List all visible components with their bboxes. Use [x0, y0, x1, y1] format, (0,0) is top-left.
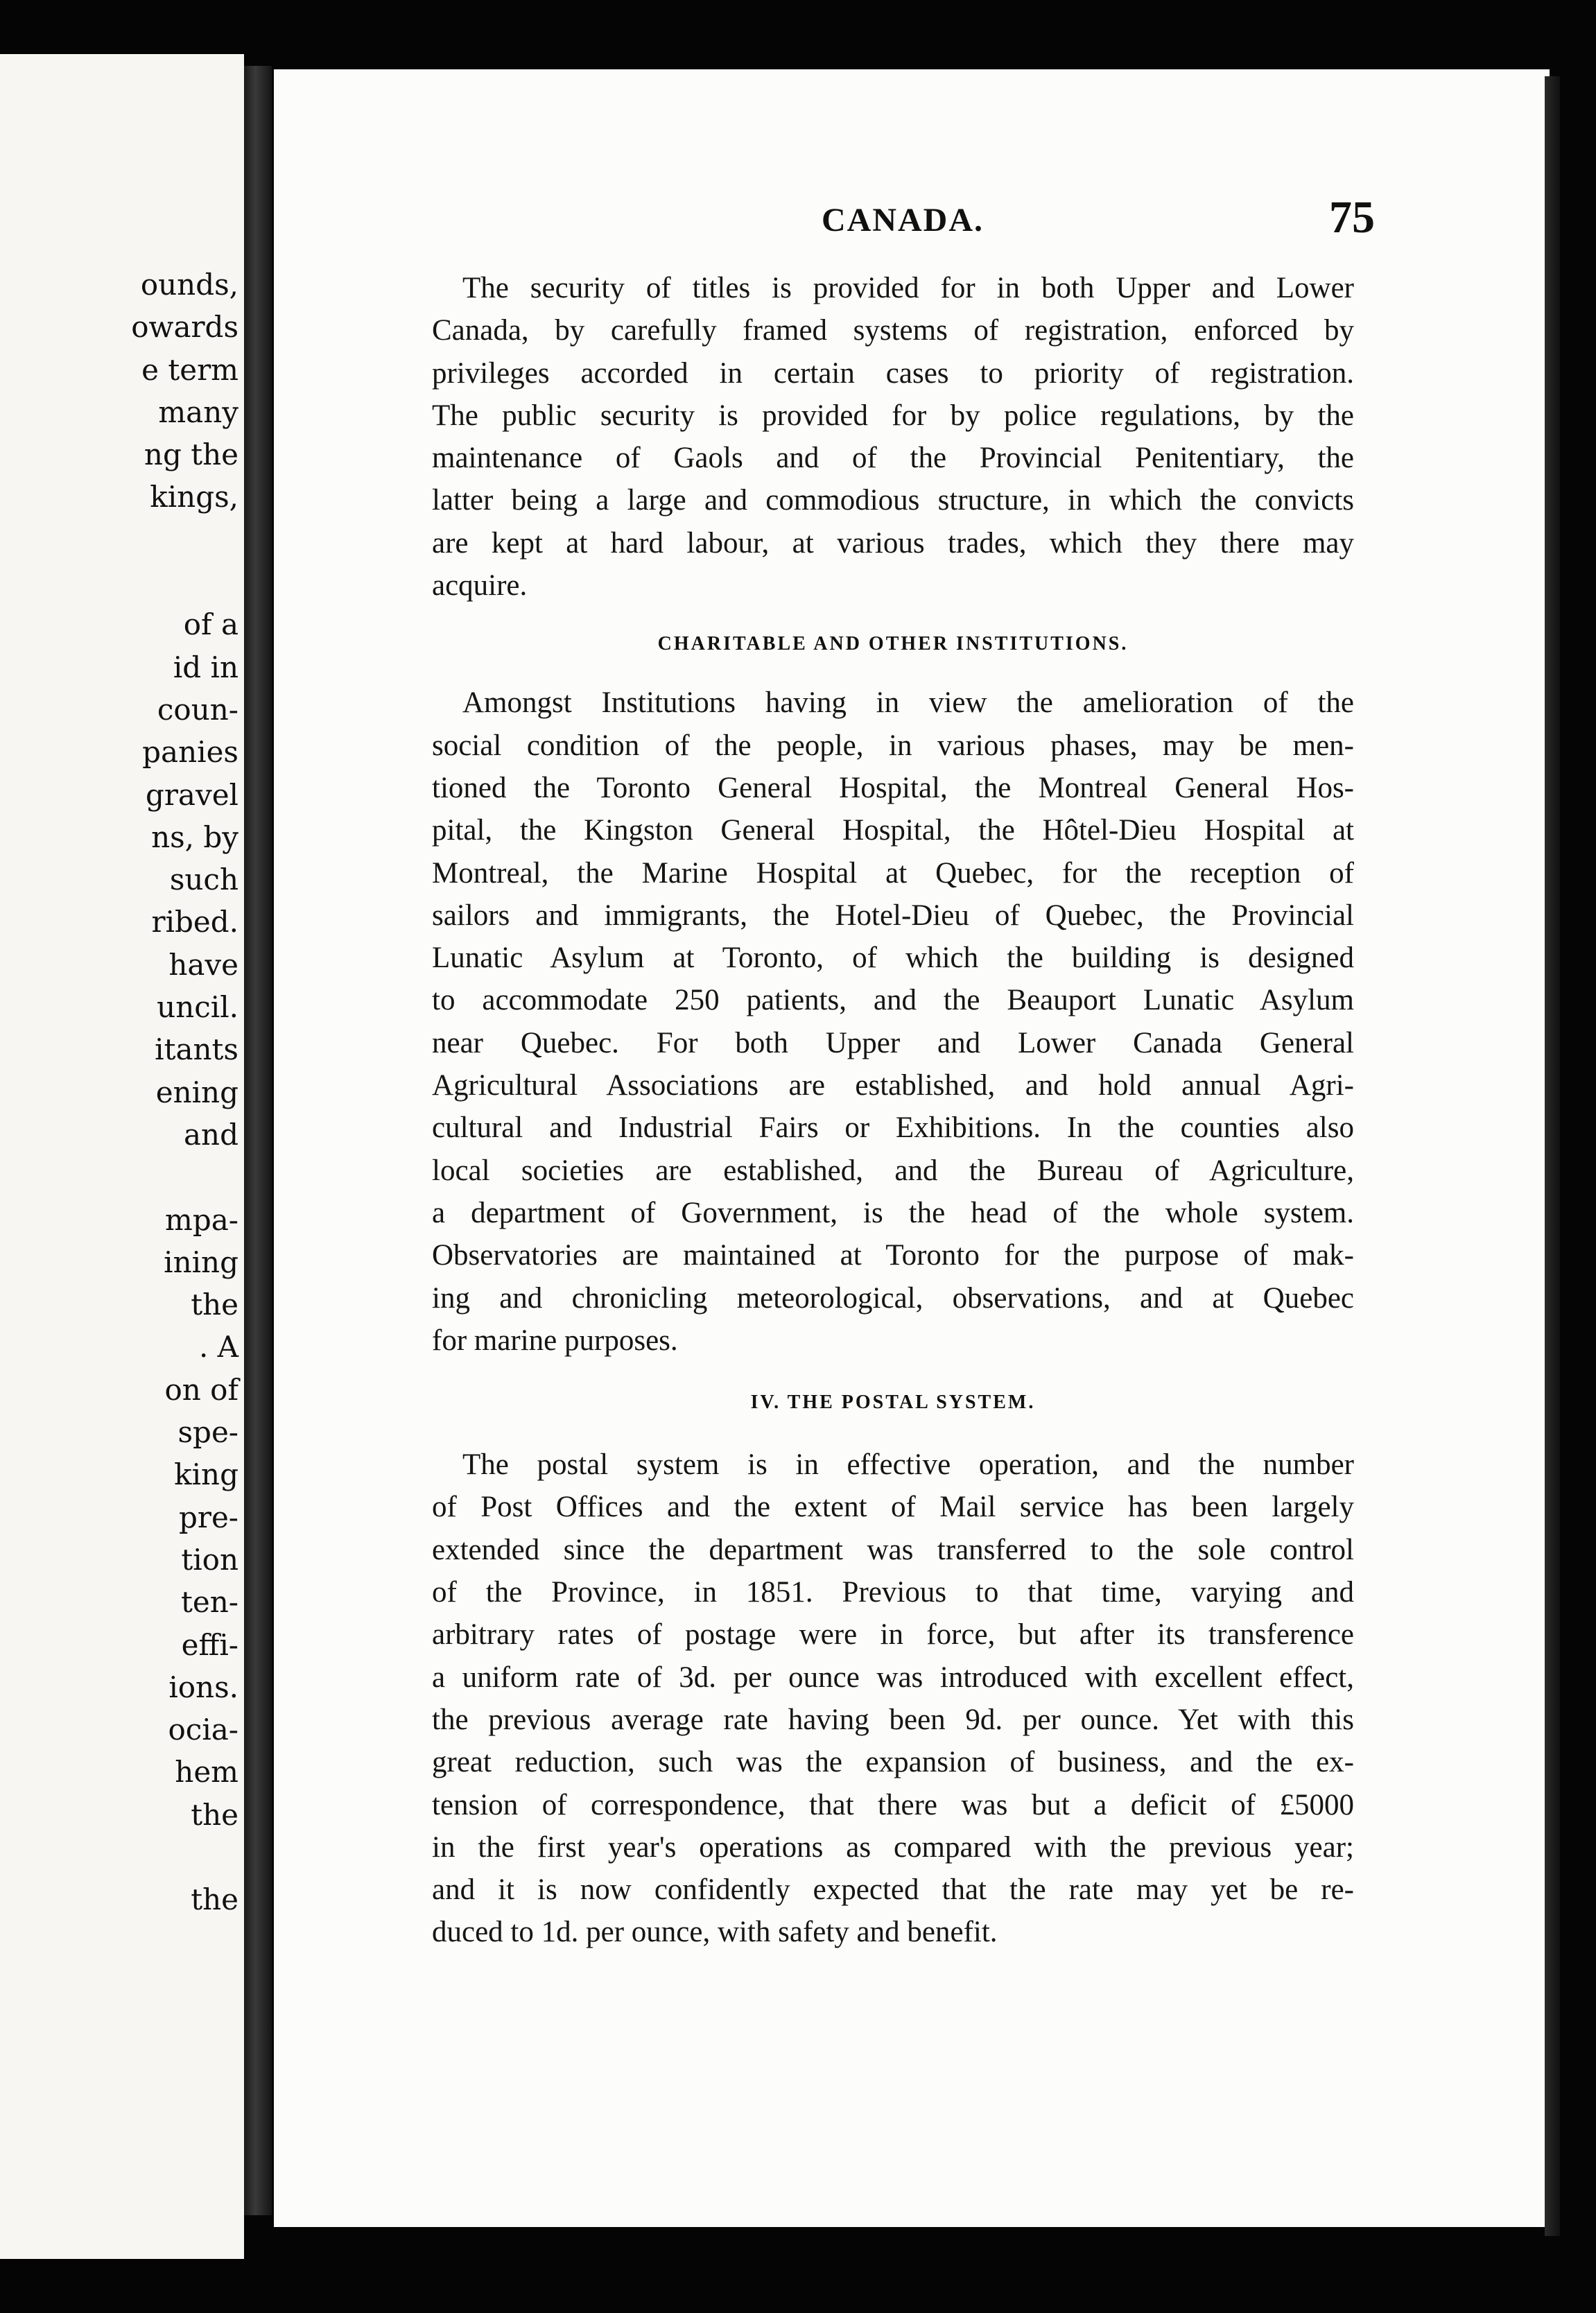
- left-page-line-fragment: ng the: [144, 438, 238, 472]
- left-page-line-fragment: many: [158, 395, 238, 429]
- left-page-line-fragment: king: [174, 1457, 238, 1492]
- running-head: [274, 194, 1550, 257]
- left-page-line-fragment: [131, 561, 238, 603]
- left-page-line-fragment: e term: [141, 352, 238, 387]
- text-line: The security of titles is provided for in both Upper and Lower: [462, 272, 1354, 304]
- text-line: ing and chronicling meteorological, observations, and at Quebec: [432, 1281, 1354, 1315]
- left-page-line-fragment: ining: [164, 1245, 238, 1279]
- left-page-line-fragment: such: [169, 863, 238, 897]
- running-title: CANADA.: [822, 202, 984, 239]
- left-page-line-fragment: . A: [198, 1330, 238, 1365]
- left-page-line-fragment: spe-: [177, 1415, 238, 1450]
- text-line: the previous average rate having been 9d. per ounce. Yet with this: [432, 1703, 1354, 1736]
- left-page-line-fragment: ions.: [168, 1670, 238, 1704]
- text-line: local societies are established, and the Bureau of Agriculture,: [432, 1154, 1354, 1187]
- text-line: are kept at hard labour, at various trades, which they there may: [432, 526, 1354, 560]
- text-line: Agricultural Associations are established, and hold annual Agri-: [432, 1069, 1354, 1102]
- left-page-line-fragment: itants: [155, 1032, 238, 1067]
- text-line: to accommodate 250 patients, and the Beauport Lunatic Asylum: [432, 984, 1354, 1017]
- left-page-line-fragment: have: [168, 947, 238, 982]
- right-page-edge: [1545, 76, 1560, 2236]
- text-line: privileges accorded in certain cases to priority of registration.: [432, 356, 1354, 390]
- heading-postal-system: IV. THE POSTAL SYSTEM.: [750, 1392, 1036, 1414]
- left-page-line-fragment: [131, 1156, 238, 1198]
- text-line: near Quebec. For both Upper and Lower Canada General: [432, 1026, 1354, 1059]
- text-line: tension of correspondence, that there was but a deficit of £5000: [432, 1788, 1354, 1821]
- left-page-line-fragment: tion: [181, 1542, 238, 1577]
- text-line: latter being a large and commodious structure, in which the convicts: [432, 484, 1354, 517]
- left-page-line-fragment: mpa-: [165, 1202, 238, 1237]
- text-line: great reduction, such was the expansion of business, and the ex-: [432, 1746, 1354, 1779]
- left-page-line-fragment: the: [191, 1882, 238, 1917]
- heading-charitable-institutions: CHARITABLE AND OTHER INSTITUTIONS.: [657, 633, 1129, 655]
- left-page-line-fragment: the: [191, 1288, 238, 1322]
- left-page-line-fragment: id in: [173, 650, 238, 684]
- left-page-line-fragment: uncil.: [157, 990, 238, 1025]
- left-page-line-fragment: pre-: [178, 1500, 238, 1534]
- text-line: extended since the department was transferred to the sole control: [432, 1533, 1354, 1566]
- text-line: of Post Offices and the extent of Mail service has been largely: [432, 1491, 1354, 1524]
- text-line: duced to 1d. per ounce, with safety and benefit.: [432, 1916, 998, 1949]
- left-page-text-fragments: [131, 263, 238, 1921]
- paragraph-security-of-titles: [432, 267, 1354, 607]
- text-line: and it is now confidently expected that the rate may yet be re-: [432, 1873, 1354, 1907]
- left-page-line-fragment: gravel: [145, 777, 238, 812]
- left-page-line-fragment: on of: [164, 1372, 238, 1407]
- left-page-line-fragment: ten-: [181, 1585, 238, 1620]
- left-page-line-fragment: the: [191, 1797, 238, 1832]
- text-line: acquire.: [432, 569, 528, 603]
- left-page-line-fragment: of a: [183, 607, 238, 642]
- text-line: of the Province, in 1851. Previous to that time, varying and: [432, 1576, 1354, 1609]
- text-line: sailors and immigrants, the Hotel-Dieu of Quebec, the Provincial: [432, 899, 1354, 932]
- left-page-line-fragment: ening: [155, 1075, 238, 1109]
- left-page-line-fragment: ns, by: [151, 820, 238, 854]
- text-line: a uniform rate of 3d. per ounce was introduced with excellent effect,: [432, 1661, 1354, 1694]
- left-page-line-fragment: hem: [175, 1755, 238, 1790]
- text-column: [432, 267, 1354, 1954]
- left-page-line-fragment: [131, 1836, 238, 1878]
- text-line: Montreal, the Marine Hospital at Quebec, for the reception of: [432, 856, 1354, 890]
- left-page-line-fragment: panies: [142, 735, 238, 770]
- left-page-line-fragment: ounds,: [140, 268, 238, 302]
- text-line: a department of Government, is the head of the whole system.: [432, 1196, 1354, 1229]
- text-line: Canada, by carefully framed systems of registration, enforced by: [432, 314, 1354, 347]
- text-line: social condition of the people, in various phases, may be men-: [432, 729, 1354, 762]
- left-page-line-fragment: effi-: [181, 1627, 238, 1662]
- left-facing-page: [0, 54, 244, 2259]
- left-page-line-fragment: ocia-: [168, 1713, 238, 1747]
- left-page-line-fragment: ribed.: [151, 905, 238, 939]
- text-line: tioned the Toronto General Hospital, the Montreal General Hos-: [432, 771, 1354, 804]
- text-line: maintenance of Gaols and of the Provincial Penitentiary, the: [432, 442, 1354, 475]
- page-75: [274, 69, 1550, 2227]
- paragraph-postal-system: [432, 1444, 1354, 1954]
- text-line: for marine purposes.: [432, 1324, 678, 1357]
- paragraph-institutions: [432, 682, 1354, 1362]
- book-gutter: [244, 66, 272, 2215]
- text-line: Lunatic Asylum at Toronto, of which the building is designed: [432, 942, 1354, 975]
- text-line: The postal system is in effective operation, and the number: [462, 1448, 1354, 1482]
- text-line: Amongst Institutions having in view the amelioration of the: [462, 686, 1354, 720]
- left-page-line-fragment: [131, 519, 238, 561]
- text-line: arbitrary rates of postage were in force, but after its transference: [432, 1618, 1354, 1652]
- text-line: in the first year's operations as compared with the previous year;: [432, 1830, 1354, 1864]
- page-number: 75: [1329, 192, 1375, 243]
- text-line: Observatories are maintained at Toronto for the purpose of mak-: [432, 1239, 1354, 1272]
- left-page-line-fragment: and: [184, 1117, 238, 1152]
- text-line: The public security is provided for by police regulations, by the: [432, 399, 1354, 432]
- left-page-line-fragment: kings,: [150, 480, 238, 514]
- text-line: cultural and Industrial Fairs or Exhibitions. In the counties also: [432, 1111, 1354, 1145]
- left-page-line-fragment: coun-: [157, 692, 238, 727]
- text-line: pital, the Kingston General Hospital, the Hôtel-Dieu Hospital at: [432, 814, 1354, 847]
- left-page-line-fragment: owards: [131, 310, 238, 345]
